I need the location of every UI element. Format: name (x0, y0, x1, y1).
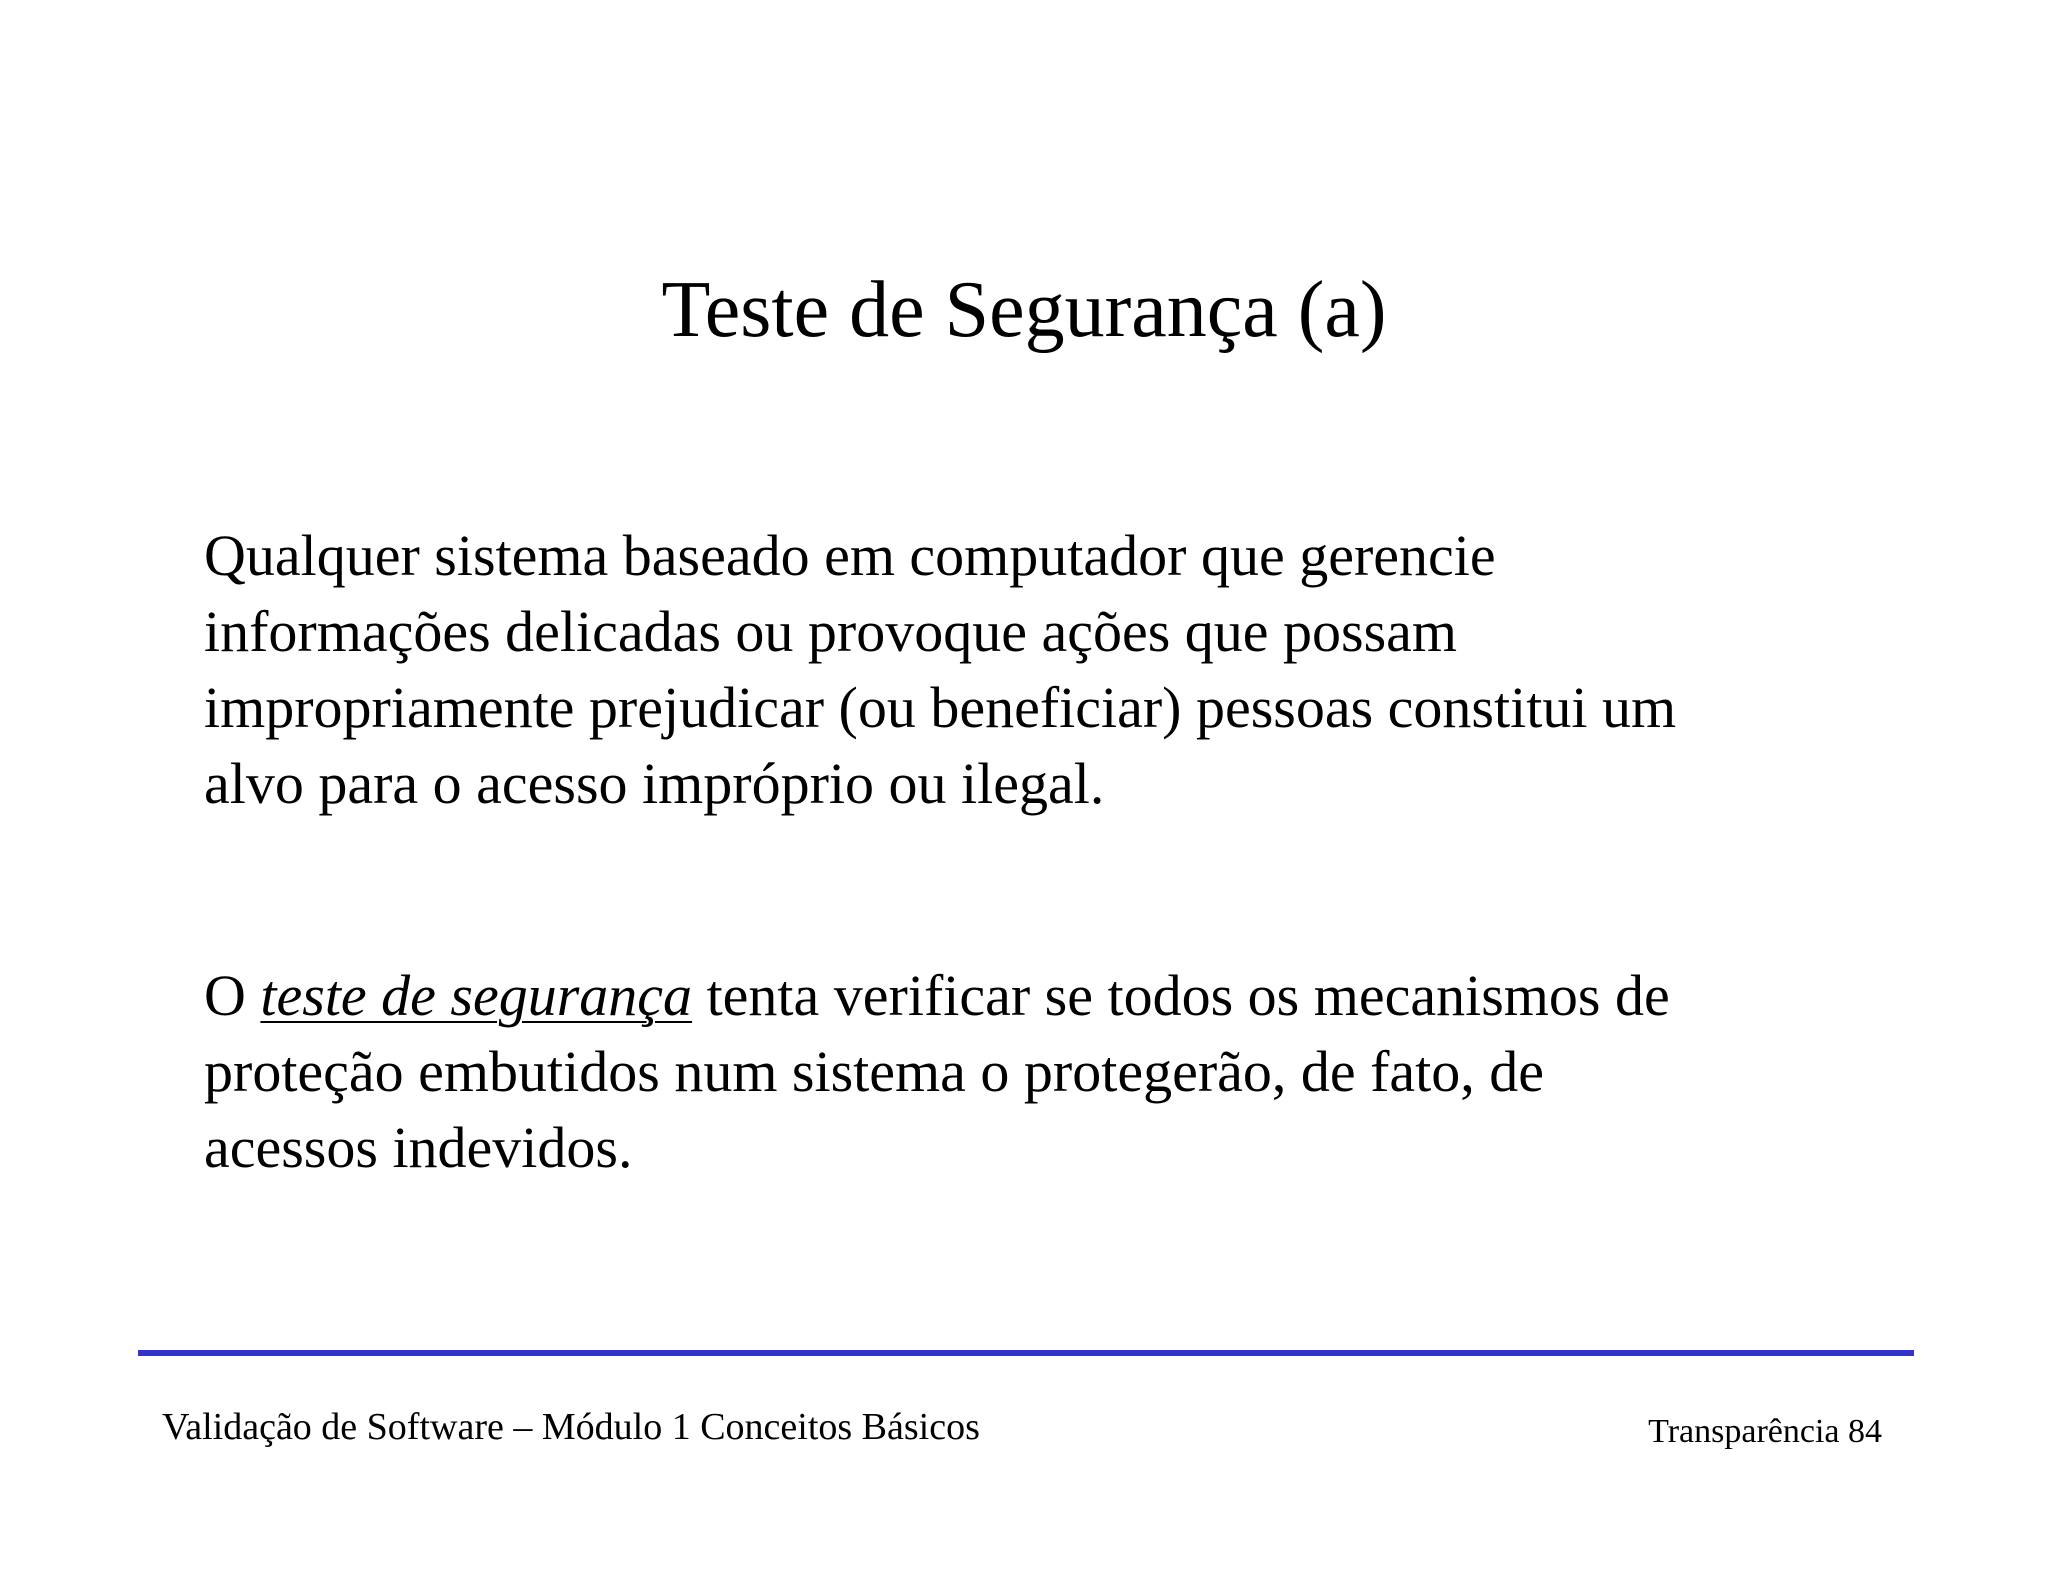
line-suffix: tenta verificar se todos os mecanismos de (692, 963, 1670, 1028)
line-prefix: O (204, 963, 261, 1028)
paragraph-security-context (204, 518, 1884, 822)
paragraph-security-test-definition (204, 958, 1884, 1186)
paragraph-line: proteção embutidos num sistema o protegerão, de fato, de (204, 1039, 1545, 1104)
paragraph-line: informações delicadas ou provoque ações que possam (204, 599, 1458, 664)
footer-divider (138, 1350, 1914, 1356)
paragraph-line: impropriamente prejudicar (ou beneficiar) pessoas constitui um (204, 675, 1677, 740)
paragraph-line: Qualquer sistema baseado em computador que gerencie (204, 523, 1496, 588)
paragraph-line: acessos indevidos. (204, 1115, 633, 1180)
slide-title: Teste de Segurança (a) (661, 266, 1387, 354)
footer-course-title: Validação de Software – Módulo 1 Conceitos Básicos (162, 1406, 980, 1448)
paragraph-line: alvo para o acesso impróprio ou ilegal. (204, 751, 1105, 816)
paragraph-line (204, 958, 1884, 1034)
term-teste-de-seguranca: teste de segurança (260, 963, 693, 1028)
footer-slide-number: Transparência 84 (1648, 1413, 1882, 1450)
